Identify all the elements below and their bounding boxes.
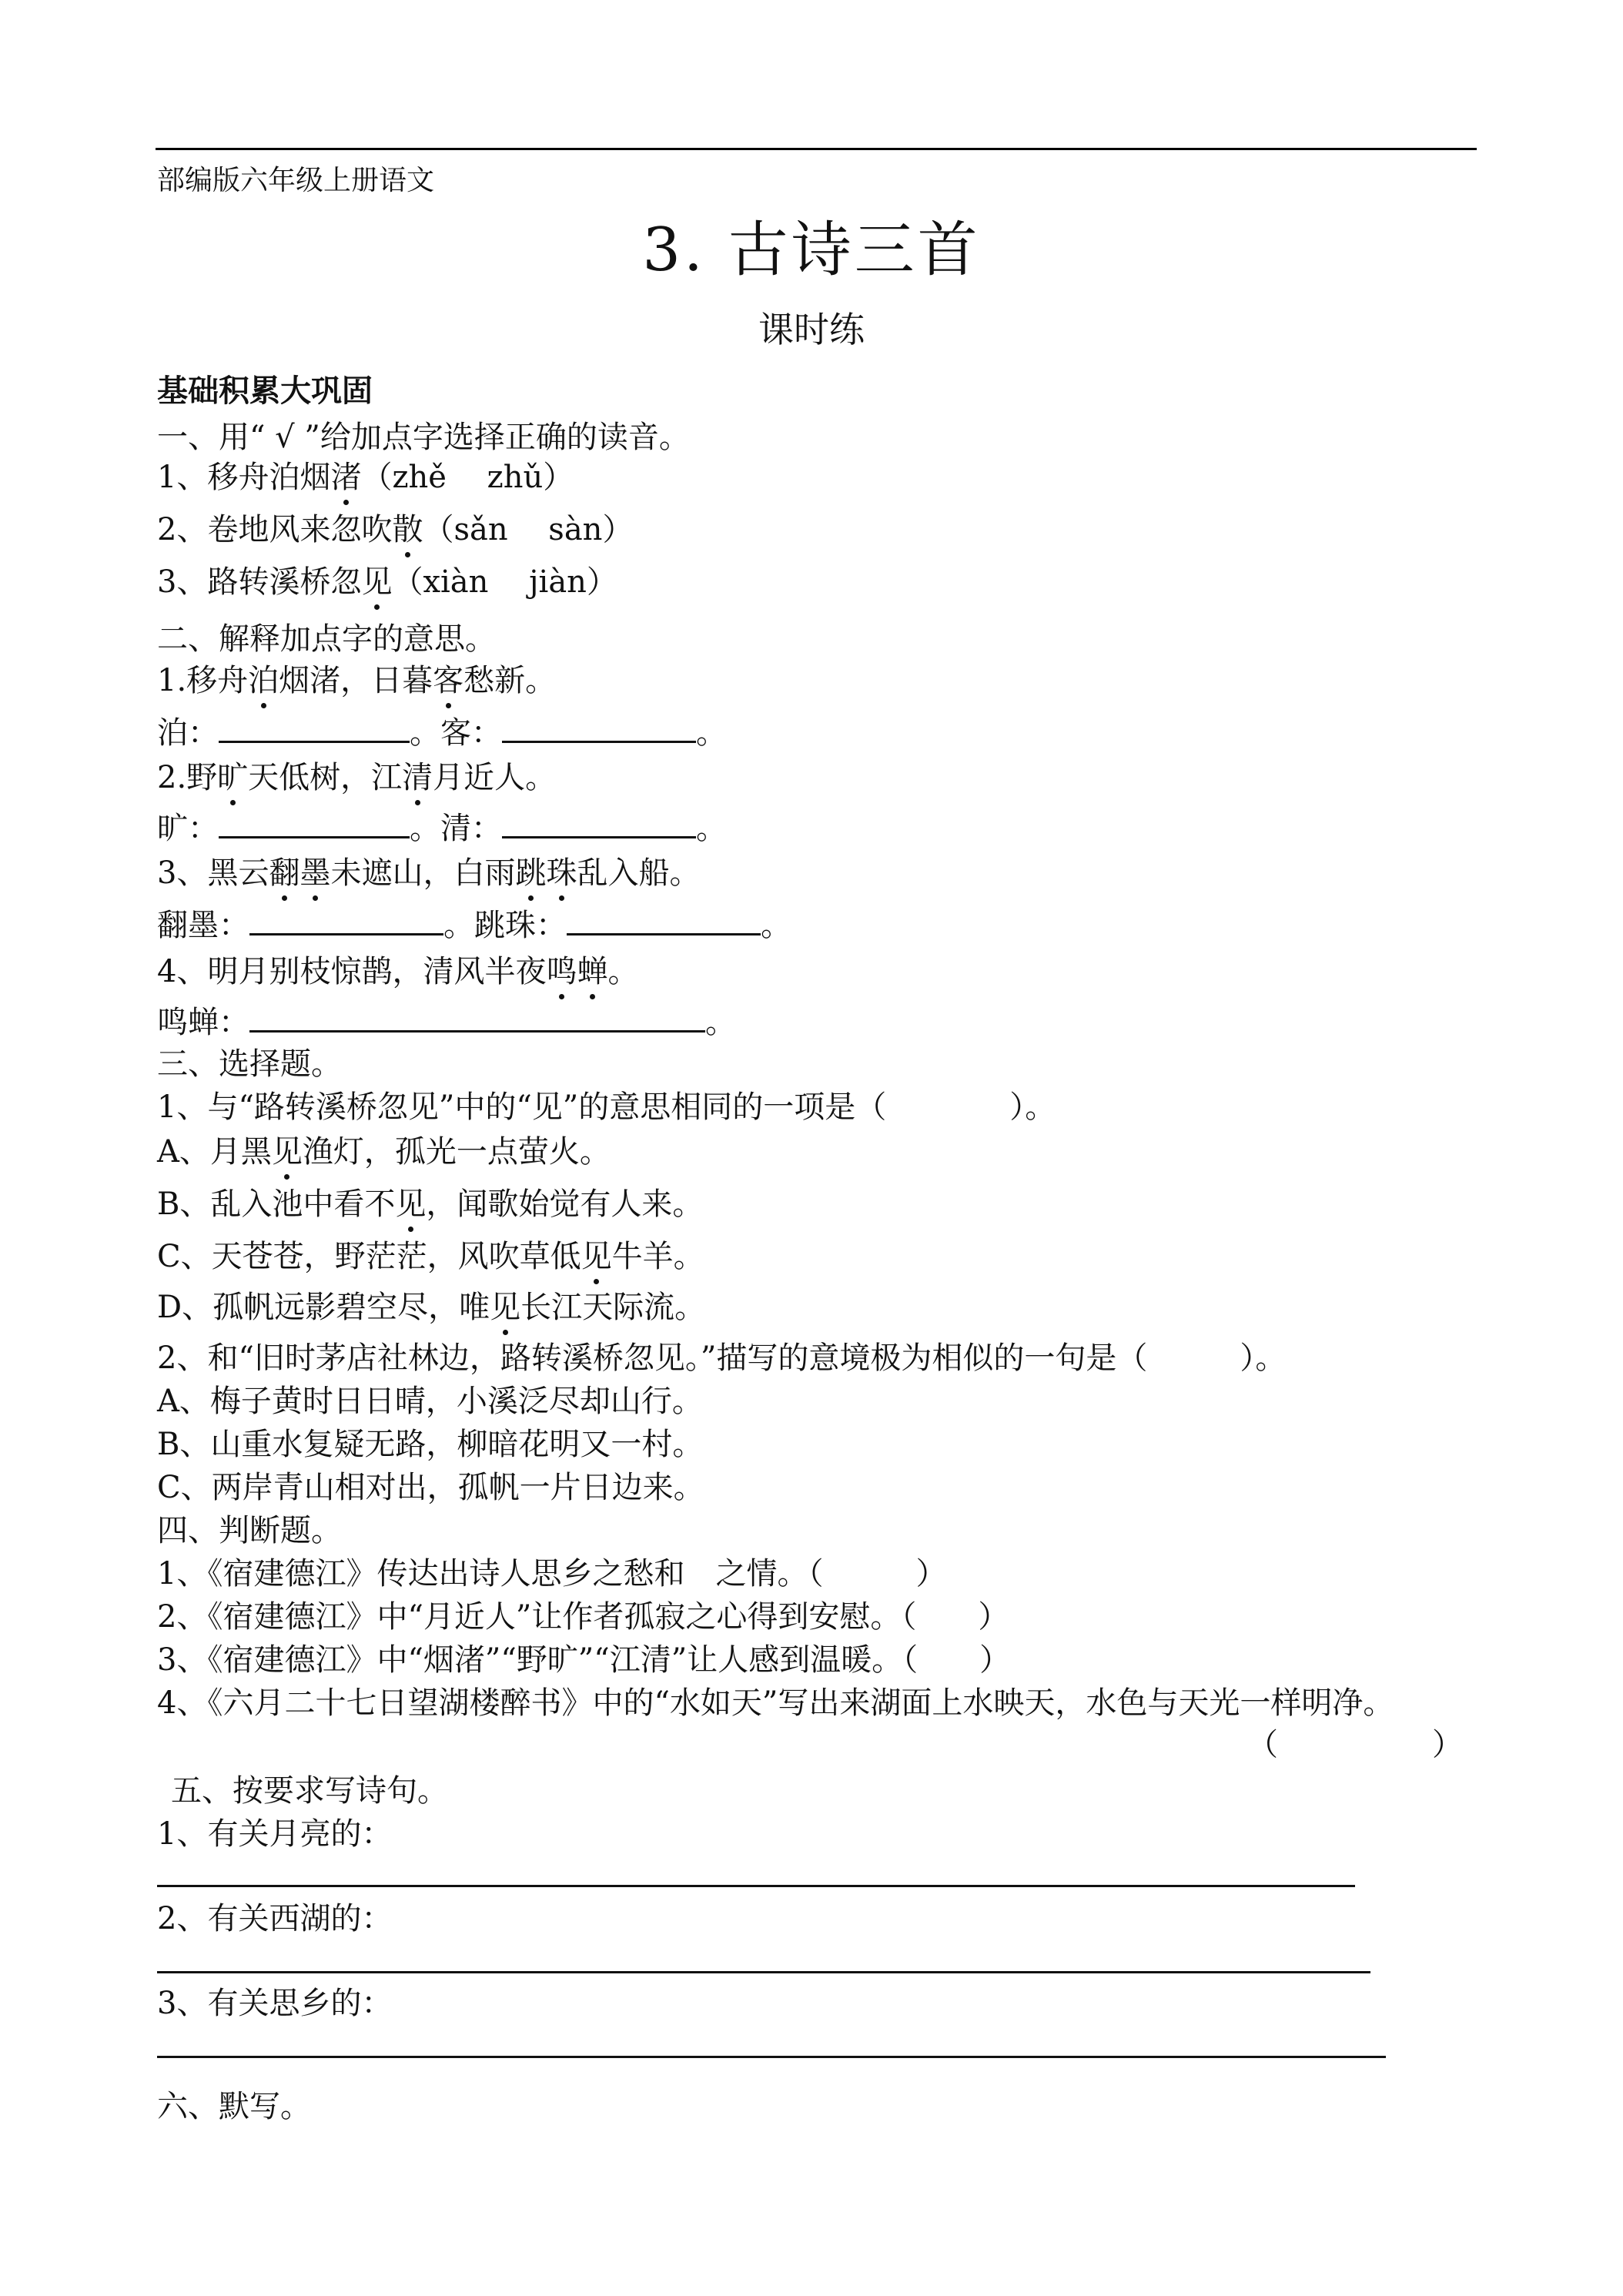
q5-item-3: 3、有关思乡的： — [157, 1986, 393, 2021]
answer-blank[interactable] — [219, 813, 410, 838]
header-text: 部编版六年级上册语文 — [157, 165, 435, 196]
q4-item-1: 1、《宿建德江》传达出诗人思乡之愁和 之情。（ ） — [157, 1556, 947, 1591]
q6-heading: 六、默写。 — [157, 2089, 311, 2124]
q2-heading: 二、解释加点字的意思。 — [157, 621, 496, 657]
q2-blank-row-1: 泊： 。客： 。 — [157, 715, 727, 751]
q1-item-3: 3、路转溪桥忽见（xiàn jiàn） — [157, 564, 617, 600]
q1-item-1: 1、移舟泊烟渚（zhě zhǔ） — [157, 460, 574, 495]
answer-blank[interactable] — [502, 718, 696, 743]
q3-question-1: 1、与“路转溪桥忽见”中的“见”的意思相同的一项是（ ）。 — [157, 1089, 1056, 1125]
answer-line[interactable] — [157, 1885, 1355, 1887]
q2-verse-1: 1.移舟泊烟渚，日暮客愁新。 — [157, 663, 557, 698]
answer-blank[interactable] — [249, 910, 443, 935]
q2-blank-row-2: 旷： 。清： 。 — [157, 811, 727, 846]
q3-option-b: B、乱入池中看不见，闻歌始觉有人来。 — [157, 1186, 704, 1222]
q4-item-3: 3、《宿建德江》中“烟渚”“野旷”“江清”让人感到温暖。（ ） — [157, 1642, 1011, 1678]
answer-blank[interactable] — [567, 910, 761, 935]
q2-blank-row-3: 翻墨： 。跳珠： 。 — [157, 908, 791, 943]
q2-verse-3: 3、黑云翻墨未遮山，白雨跳珠乱入船。 — [157, 855, 701, 891]
q2-verse-2: 2.野旷天低树，江清月近人。 — [157, 760, 557, 795]
header-rule — [156, 148, 1477, 150]
page-title: 3. 古诗三首 — [642, 216, 981, 285]
q2-verse-4: 4、明月别枝惊鹊，清风半夜鸣蝉。 — [157, 954, 639, 989]
q3-q2-option-b: B、山重水复疑无路，柳暗花明又一村。 — [157, 1427, 704, 1462]
answer-blank[interactable] — [219, 718, 410, 743]
q3-option-a: A、月黑见渔灯，孤光一点萤火。 — [157, 1134, 611, 1170]
q4-item-2: 2、《宿建德江》中“月近人”让作者孤寂之心得到安慰。（ ） — [157, 1599, 1009, 1635]
q1-heading: 一、用“ √ ”给加点字选择正确的读音。 — [157, 420, 690, 455]
page-subtitle: 课时练 — [758, 309, 865, 350]
q5-item-2: 2、有关西湖的： — [157, 1901, 393, 1936]
section-heading: 基础积累大巩固 — [157, 373, 373, 409]
q4-item-4-answer-paren[interactable]: （ ） — [1247, 1727, 1463, 1762]
answer-blank[interactable] — [502, 813, 696, 838]
q2-blank-row-4: 鸣蝉： 。 — [157, 1005, 736, 1040]
q3-heading: 三、选择题。 — [157, 1046, 342, 1082]
answer-blank[interactable] — [249, 1007, 705, 1033]
q5-heading: 五、按要求写诗句。 — [171, 1773, 448, 1809]
q3-question-2: 2、和“旧时茅店社林边，路转溪桥忽见。”描写的意境极为相似的一句是（ ）。 — [157, 1340, 1287, 1376]
q3-q2-option-c: C、两岸青山相对出，孤帆一片日边来。 — [157, 1470, 704, 1505]
q1-item-2: 2、卷地风来忽吹散（sǎn sàn） — [157, 512, 634, 547]
answer-line[interactable] — [157, 1971, 1370, 1973]
answer-line[interactable] — [157, 2056, 1386, 2058]
q5-item-1: 1、有关月亮的： — [157, 1816, 393, 1852]
q4-heading: 四、判断题。 — [157, 1513, 342, 1548]
q3-option-c: C、天苍苍，野茫茫，风吹草低见牛羊。 — [157, 1239, 704, 1274]
q3-option-d: D、孤帆远影碧空尽，唯见长江天际流。 — [157, 1290, 706, 1325]
q3-q2-option-a: A、梅子黄时日日晴，小溪泛尽却山行。 — [157, 1384, 703, 1419]
q4-item-4: 4、《六月二十七日望湖楼醉书》中的“水如天”写出来湖面上水映天，水色与天光一样明净。 — [157, 1685, 1394, 1721]
